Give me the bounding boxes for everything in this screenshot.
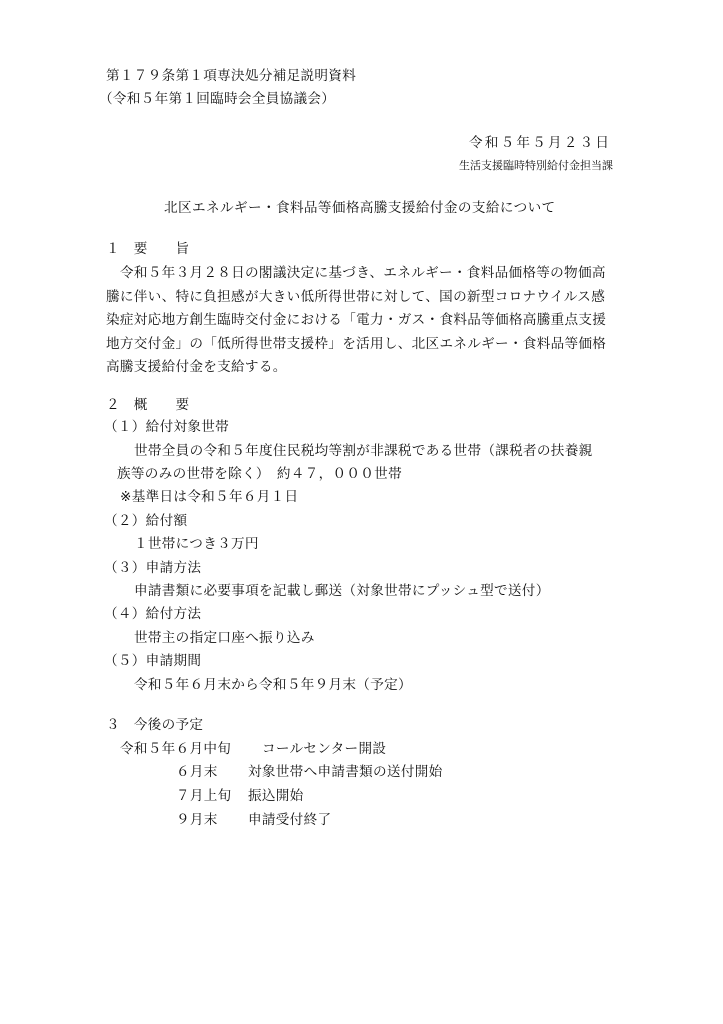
item-2-line: １世帯につき３万円	[134, 536, 259, 552]
item-1-note: ※基準日は令和５年６月１日	[120, 489, 299, 505]
document-title: 北区エネルギー・食料品等価格高騰支援給付金の支給について	[164, 200, 556, 216]
section-1-line: 騰に伴い、特に負担感が大きい低所得世帯に対して、国の新型コロナウイルス感	[106, 289, 606, 305]
schedule-date: ７月上旬	[176, 788, 232, 804]
section-1-heading: １ 要 旨	[106, 241, 190, 257]
item-5-line: 令和５年６月末から令和５年９月末（予定）	[134, 677, 412, 693]
item-2-label: （２）給付額	[104, 513, 188, 529]
schedule-date: ６月末	[176, 764, 218, 780]
item-1-label: （１）給付対象世帯	[104, 419, 230, 435]
schedule-event: 対象世帯へ申請書類の送付開始	[248, 764, 443, 780]
section-1-line: 染症対応地方創生臨時交付金における「電力・ガス・食料品等価格高騰重点支援	[106, 312, 607, 328]
section-1-line: 高騰支援給付金を支給する。	[106, 359, 287, 375]
schedule-date: ９月末	[176, 812, 218, 828]
item-3-label: （３）申請方法	[104, 560, 202, 576]
item-3-line: 申請書類に必要事項を記載し郵送（対象世帯にプッシュ型で送付）	[134, 583, 550, 599]
section-1-line: 地方交付金」の「低所得世帯支援枠」を活用し、北区エネルギー・食料品等価格	[106, 336, 607, 352]
document-date: 令和５年５月２３日	[469, 135, 612, 151]
reference-line-1: 第１７９条第１項専決処分補足説明資料	[106, 68, 357, 84]
section-1-line: 令和５年３月２８日の閣議決定に基づき、エネルギー・食料品価格等の物価高	[120, 265, 606, 281]
section-3-heading: ３ 今後の予定	[106, 717, 204, 733]
item-4-line: 世帯主の指定口座へ振り込み	[134, 630, 315, 646]
schedule-event: 振込開始	[248, 788, 304, 804]
section-2-heading: ２ 概 要	[106, 397, 190, 413]
item-5-label: （５）申請期間	[104, 653, 202, 669]
schedule-event: コールセンター開設	[262, 741, 387, 757]
schedule-event: 申請受付終了	[248, 812, 332, 828]
department-name: 生活支援臨時特別給付金担当課	[459, 159, 613, 172]
schedule-date: 令和５年６月中旬	[120, 741, 232, 757]
reference-line-2: （令和５年第１回臨時会全員協議会）	[99, 91, 336, 107]
item-1-line: 世帯全員の令和５年度住民税均等割が非課税である世帯（課税者の扶養親	[134, 443, 593, 459]
item-4-label: （４）給付方法	[104, 606, 202, 622]
item-1-line: 族等のみの世帯を除く） 約４７，０００世帯	[117, 466, 402, 482]
